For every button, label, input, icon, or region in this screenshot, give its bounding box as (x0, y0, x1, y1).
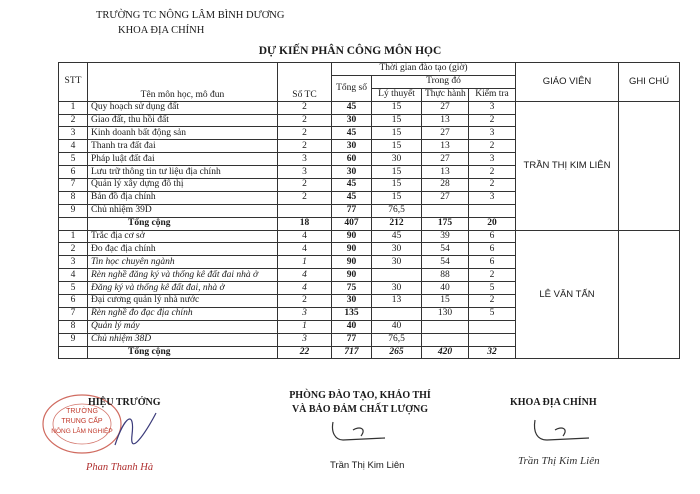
faculty-title: KHOA ĐỊA CHÍNH (510, 397, 597, 408)
total-hours-cell: 135 (332, 307, 372, 320)
exam-cell: 6 (469, 243, 516, 256)
practice-cell: 54 (422, 243, 469, 256)
theory-cell: 45 (372, 230, 422, 243)
total-hours-cell: 90 (332, 256, 372, 269)
exam-cell (469, 333, 516, 346)
theory-cell: 40 (372, 320, 422, 333)
subject-cell: Kinh doanh bất động sản (88, 127, 278, 140)
practice-cell: 27 (422, 153, 469, 166)
practice-cell: 27 (422, 101, 469, 114)
exam-cell: 6 (469, 230, 516, 243)
exam-cell: 2 (469, 295, 516, 308)
exam-cell: 3 (469, 191, 516, 204)
total-stt-cell (59, 217, 88, 230)
header-subject: Tên môn học, mô đun (88, 63, 278, 102)
practice-cell (422, 204, 469, 217)
subject-cell: Đăng ký và thống kê đất đai, nhà ở (88, 282, 278, 295)
total-exam-cell: 20 (469, 217, 516, 230)
credits-cell: 2 (278, 179, 332, 192)
exam-cell: 2 (469, 140, 516, 153)
header-teacher: GIÁO VIÊN (516, 63, 619, 102)
header-of-which: Trong đó (372, 75, 516, 88)
practice-cell: 13 (422, 166, 469, 179)
principal-signature-scribble (110, 405, 160, 450)
theory-cell: 76,5 (372, 333, 422, 346)
credits-cell: 2 (278, 114, 332, 127)
theory-cell: 15 (372, 166, 422, 179)
stt-cell: 5 (59, 153, 88, 166)
subject-cell: Giao đất, thu hồi đất (88, 114, 278, 127)
subject-cell: Trắc địa cơ sở (88, 230, 278, 243)
subject-cell: Pháp luật đất đai (88, 153, 278, 166)
stt-cell: 3 (59, 127, 88, 140)
exam-cell: 3 (469, 127, 516, 140)
exam-cell: 2 (469, 269, 516, 282)
subject-cell: Bản đồ địa chính (88, 191, 278, 204)
practice-cell: 27 (422, 191, 469, 204)
theory-cell: 15 (372, 114, 422, 127)
training-office-title-2: VÀ BẢO ĐẢM CHẤT LƯỢNG (291, 404, 429, 415)
stt-cell: 3 (59, 256, 88, 269)
document-title: DỰ KIẾN PHÂN CÔNG MÔN HỌC (258, 45, 442, 57)
credits-cell: 2 (278, 295, 332, 308)
theory-cell: 15 (372, 179, 422, 192)
exam-cell: 3 (469, 101, 516, 114)
theory-cell: 30 (372, 282, 422, 295)
note-cell (619, 101, 680, 230)
training-office-name: Trần Thị Kim Liên (330, 460, 405, 471)
theory-cell (372, 269, 422, 282)
stt-cell: 6 (59, 166, 88, 179)
total-practice-cell: 175 (422, 217, 469, 230)
theory-cell: 13 (372, 295, 422, 308)
total-theory-cell: 265 (372, 346, 422, 359)
header-theory: Lý thuyết (372, 88, 422, 101)
total-exam-cell: 32 (469, 346, 516, 359)
school-name: TRƯỜNG TC NÔNG LÂM BÌNH DƯƠNG (96, 10, 285, 21)
exam-cell: 5 (469, 282, 516, 295)
subject-cell: Đại cương quản lý nhà nước (88, 295, 278, 308)
total-practice-cell: 420 (422, 346, 469, 359)
credits-cell: 3 (278, 153, 332, 166)
faculty-name: Trần Thị Kim Liên (518, 455, 600, 467)
header-stt: STT (59, 63, 88, 102)
stt-cell: 4 (59, 140, 88, 153)
credits-cell: 3 (278, 333, 332, 346)
total-hours-cell: 30 (332, 166, 372, 179)
stt-cell: 9 (59, 204, 88, 217)
exam-cell (469, 320, 516, 333)
credits-cell: 4 (278, 282, 332, 295)
practice-cell (422, 320, 469, 333)
practice-cell: 13 (422, 114, 469, 127)
practice-cell: 88 (422, 269, 469, 282)
stt-cell: 5 (59, 282, 88, 295)
total-hours-cell: 77 (332, 333, 372, 346)
total-label-cell: Tổng cộng (88, 217, 278, 230)
total-hours-cell: 40 (332, 320, 372, 333)
stt-cell: 9 (59, 333, 88, 346)
subject-cell: Quản lý máy (88, 320, 278, 333)
practice-cell: 27 (422, 127, 469, 140)
credits-cell: 2 (278, 127, 332, 140)
stt-cell: 1 (59, 101, 88, 114)
theory-cell: 15 (372, 101, 422, 114)
subject-cell: Chủ nhiệm 38D (88, 333, 278, 346)
exam-cell: 2 (469, 114, 516, 127)
practice-cell: 13 (422, 140, 469, 153)
total-hours-cell: 75 (332, 282, 372, 295)
practice-cell: 39 (422, 230, 469, 243)
credits-cell: 3 (278, 166, 332, 179)
practice-cell: 28 (422, 179, 469, 192)
exam-cell: 2 (469, 166, 516, 179)
total-hours-cell: 407 (332, 217, 372, 230)
stt-cell: 7 (59, 307, 88, 320)
total-hours-cell: 90 (332, 243, 372, 256)
theory-cell: 30 (372, 256, 422, 269)
training-office-title-1: PHÒNG ĐÀO TẠO, KHẢO THÍ (289, 390, 431, 401)
total-hours-cell: 90 (332, 269, 372, 282)
header-total: Tổng số (332, 75, 372, 101)
practice-cell: 15 (422, 295, 469, 308)
seal-line-3: NÔNG LÂM NGHIỆP (51, 428, 113, 435)
stt-cell: 2 (59, 243, 88, 256)
department-name: KHOA ĐỊA CHÍNH (118, 25, 205, 36)
exam-cell: 2 (469, 179, 516, 192)
theory-cell: 15 (372, 127, 422, 140)
subject-cell: Chủ nhiệm 39D (88, 204, 278, 217)
total-credits-cell: 18 (278, 217, 332, 230)
total-hours-cell: 717 (332, 346, 372, 359)
seal-line-1: TRƯỜNG (66, 408, 98, 415)
credits-cell: 4 (278, 243, 332, 256)
total-hours-cell: 45 (332, 127, 372, 140)
header-time-group: Thời gian đào tạo (giờ) (332, 63, 516, 76)
total-hours-cell: 77 (332, 204, 372, 217)
theory-cell: 76,5 (372, 204, 422, 217)
subject-cell: Đo đạc địa chính (88, 243, 278, 256)
note-cell (619, 230, 680, 359)
subject-cell: Thanh tra đất đai (88, 140, 278, 153)
total-stt-cell (59, 346, 88, 359)
credits-cell (278, 204, 332, 217)
total-hours-cell: 30 (332, 140, 372, 153)
group-2-body (59, 230, 680, 359)
teacher-cell: TRẦN THỊ KIM LIÊN (516, 101, 619, 230)
header-note: GHI CHÚ (619, 63, 680, 102)
theory-cell: 30 (372, 153, 422, 166)
exam-cell (469, 204, 516, 217)
subject-cell: Quản lý xây dựng đô thị (88, 179, 278, 192)
theory-cell: 15 (372, 140, 422, 153)
stt-cell: 2 (59, 114, 88, 127)
seal-line-2: TRUNG CẤP (61, 418, 103, 425)
credits-cell: 4 (278, 269, 332, 282)
credits-cell: 1 (278, 256, 332, 269)
stt-cell: 6 (59, 295, 88, 308)
subject-cell: Tin học chuyên ngành (88, 256, 278, 269)
header-credits: Số TC (278, 63, 332, 102)
credits-cell: 4 (278, 230, 332, 243)
credits-cell: 3 (278, 307, 332, 320)
stt-cell: 1 (59, 230, 88, 243)
stt-cell: 8 (59, 191, 88, 204)
total-hours-cell: 30 (332, 114, 372, 127)
total-hours-cell: 30 (332, 295, 372, 308)
assignment-table (58, 62, 680, 359)
total-hours-cell: 60 (332, 153, 372, 166)
teacher-cell: LÊ VĂN TẤN (516, 230, 619, 359)
practice-cell (422, 333, 469, 346)
subject-cell: Rèn nghề đo đạc địa chính (88, 307, 278, 320)
theory-cell: 30 (372, 243, 422, 256)
principal-title: HIỆU TRƯỞNG (88, 397, 161, 408)
faculty-signature-scribble (525, 418, 595, 448)
subject-cell: Quy hoạch sử dụng đất (88, 101, 278, 114)
table-row (59, 101, 680, 114)
stt-cell: 8 (59, 320, 88, 333)
group-1-body (59, 101, 680, 230)
credits-cell: 1 (278, 320, 332, 333)
subject-cell: Lưu trữ thông tin tư liệu địa chính (88, 166, 278, 179)
practice-cell: 40 (422, 282, 469, 295)
exam-cell: 3 (469, 153, 516, 166)
exam-cell: 5 (469, 307, 516, 320)
stt-cell: 7 (59, 179, 88, 192)
total-theory-cell: 212 (372, 217, 422, 230)
total-hours-cell: 45 (332, 191, 372, 204)
total-hours-cell: 90 (332, 230, 372, 243)
credits-cell: 2 (278, 140, 332, 153)
practice-cell: 130 (422, 307, 469, 320)
total-credits-cell: 22 (278, 346, 332, 359)
header-practice: Thực hành (422, 88, 469, 101)
theory-cell: 15 (372, 191, 422, 204)
header-exam: Kiểm tra (469, 88, 516, 101)
total-hours-cell: 45 (332, 179, 372, 192)
subject-cell: Rèn nghề đăng ký và thống kê đất đai nhà ở (88, 269, 278, 282)
total-label-cell: Tổng cộng (88, 346, 278, 359)
stt-cell: 4 (59, 269, 88, 282)
principal-name: Phan Thanh Hà (86, 462, 154, 473)
training-signature-scribble (325, 418, 395, 448)
exam-cell: 6 (469, 256, 516, 269)
theory-cell (372, 307, 422, 320)
credits-cell: 2 (278, 101, 332, 114)
practice-cell: 54 (422, 256, 469, 269)
total-hours-cell: 45 (332, 101, 372, 114)
table-row (59, 230, 680, 243)
credits-cell: 2 (278, 191, 332, 204)
